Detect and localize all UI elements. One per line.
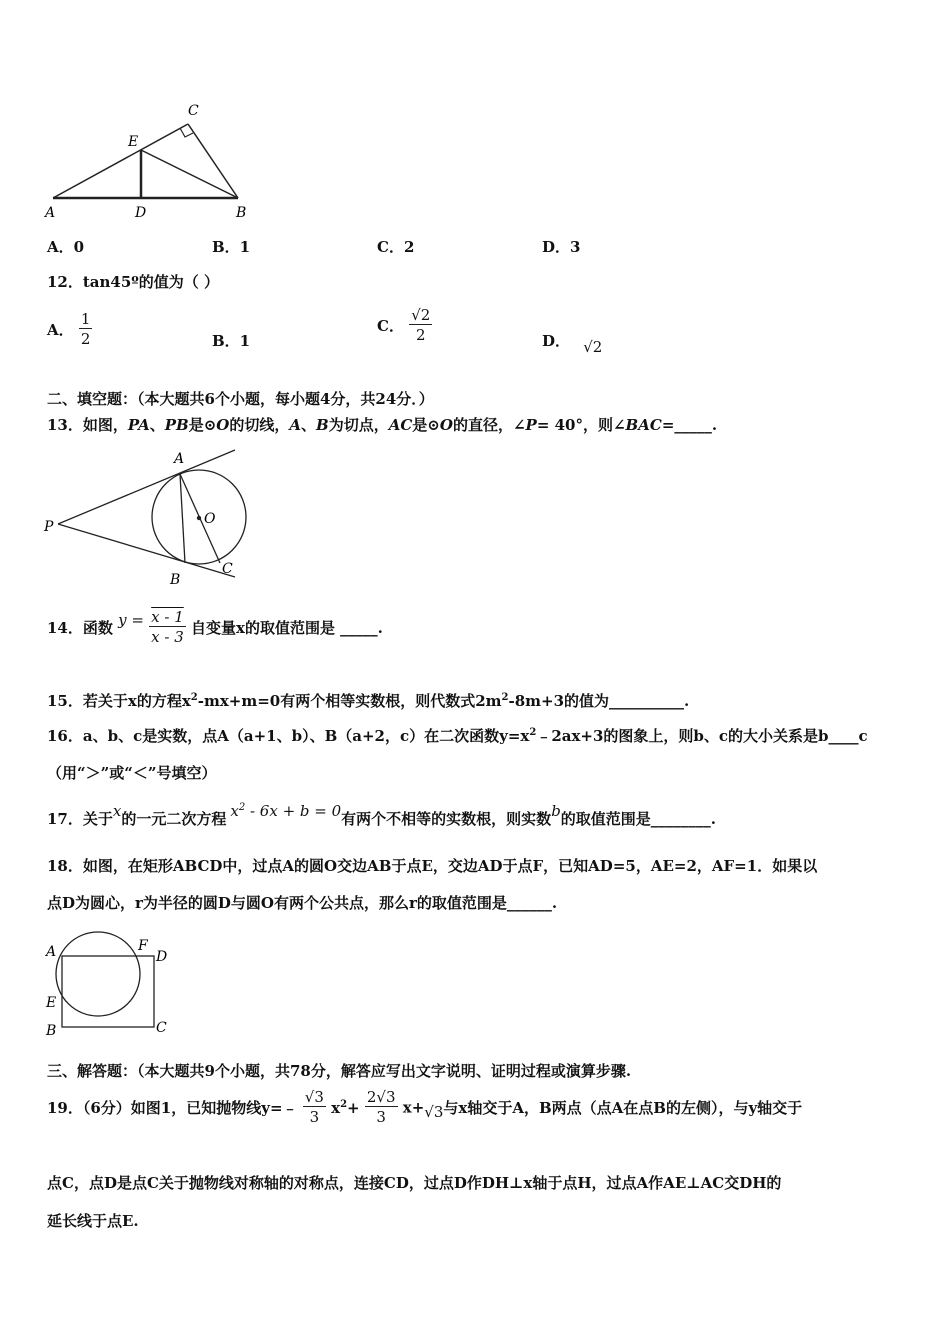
q19-fraction-1: $\frac{√3}{3}$ <box>304 1088 324 1126</box>
q12-option-a-fraction <box>79 310 93 349</box>
label-C: C <box>188 103 199 119</box>
q12-a-numerator: 1 <box>80 310 91 328</box>
q11-option-b: B．1 <box>212 238 251 256</box>
rectangle-ABCD <box>62 956 154 1027</box>
q17-stem: 17．关于x的一元二次方程 $x^2 - 6x + b = 0$有两个不相等的实数根，则实数b的取值范围是________. <box>47 802 717 828</box>
q19-line-2: 点C，点D是点C关于抛物线对称轴的对称点，连接CD，过点D作DH⊥x轴于点H，过点A作AE⊥AC交DH的 <box>47 1174 782 1192</box>
label-D: D <box>135 205 147 221</box>
label-C: C <box>222 561 233 577</box>
q14-numerator: x - 1 <box>151 608 184 626</box>
label-A: A <box>174 451 185 467</box>
label-P: P <box>44 519 54 535</box>
label-D: D <box>156 949 168 965</box>
q12-a-denominator: 2 <box>80 330 91 348</box>
q11-option-c: C．2 <box>377 238 415 256</box>
q12-option-c-label: C． <box>377 317 404 335</box>
q14-denominator: x - 3 <box>151 628 184 646</box>
label-O: O <box>204 511 216 527</box>
q12-option-d <box>542 330 603 356</box>
label-A: A <box>46 944 57 960</box>
label-B: B <box>236 205 247 221</box>
segment-EB <box>141 150 238 198</box>
q12-option-c <box>377 306 432 345</box>
section-2-heading: 二、填空题：（本大题共6个小题，每小题4分，共24分．） <box>47 390 434 408</box>
q11-option-a: A．0 <box>47 238 85 256</box>
figure-q11-triangle <box>40 100 260 225</box>
label-E: E <box>128 134 139 150</box>
label-B: B <box>170 572 181 588</box>
q12-c-numerator: √2 <box>411 306 431 324</box>
q18-line-1: 18．如图，在矩形ABCD中，过点A的圆O交边AB于点E，交边AD于点F，已知AD=5，AE=2，AF=1．如果以 <box>47 857 818 875</box>
q16-line-2: （用“＞”或“＜”号填空） <box>47 764 217 782</box>
label-A: A <box>45 205 56 221</box>
q12-option-a-label: A． <box>47 321 74 339</box>
q19-fraction-2: $\frac{2√3}{3}$ <box>366 1088 396 1126</box>
q12-option-d-value: √2 <box>583 338 603 356</box>
q14-stem: 14．函数 y = $\frac{x - 1}{x - 3}$ 自变量x的取值范围是 _____. <box>47 608 383 646</box>
q12-option-a <box>47 310 92 349</box>
q12-stem: 12．tan45º的值为（ ） <box>47 273 220 291</box>
chord-AB <box>180 474 185 563</box>
segment-CB <box>188 124 238 198</box>
q12-c-denominator: 2 <box>415 326 426 344</box>
tangent-PB <box>58 524 235 577</box>
center-dot-O <box>197 516 201 520</box>
q12-option-d-label: D． <box>542 332 571 350</box>
q14-fraction <box>149 608 186 647</box>
label-C: C <box>156 1020 167 1036</box>
q12-option-c-fraction <box>409 306 432 345</box>
q12-option-b: B．1 <box>212 332 251 350</box>
q19-line-1: 19．（6分）如图1，已知抛物线y=﹣ $\frac{√3}{3}$ $x^2+$ $\frac{2√3}{3}$ x+√3与x轴交于A，B两点（点A在点B的左侧），与y轴交于 <box>47 1088 803 1126</box>
q15-stem: 15．若关于x的方程$x^2-mx+m=0$有两个相等实数根，则代数式$2m^2-8m+3$的值为__________. <box>47 692 690 710</box>
figure-q18-rectangle-circle <box>40 928 190 1040</box>
section-3-heading: 三、解答题：（本大题共9个小题，共78分，解答应写出文字说明、证明过程或演算步骤. <box>47 1062 632 1080</box>
q16-line-1: 16．a、b、c是实数，点A（a+1、b）、B（a+2，c）在二次函数$y=x^2﹣2ax+3$的图象上，则b、c的大小关系是b____c <box>47 727 868 745</box>
q13-stem: 13．如图，PA、PB是⊙O的切线，A、B为切点，AC是⊙O的直径，∠P= 40°，则∠BAC=_____. <box>47 416 718 434</box>
label-F: F <box>138 938 148 954</box>
q11-option-d: D．3 <box>542 238 581 256</box>
label-E: E <box>46 995 57 1011</box>
segment-AC <box>53 124 188 198</box>
figure-q13-circle-tangents <box>40 445 270 595</box>
label-B: B <box>46 1023 57 1039</box>
q19-line-3: 延长线于点E. <box>47 1212 139 1230</box>
q18-line-2: 点D为圆心，r为半径的圆D与圆O有两个公共点，那么r的取值范围是______. <box>47 894 558 912</box>
circle-O <box>56 932 140 1016</box>
